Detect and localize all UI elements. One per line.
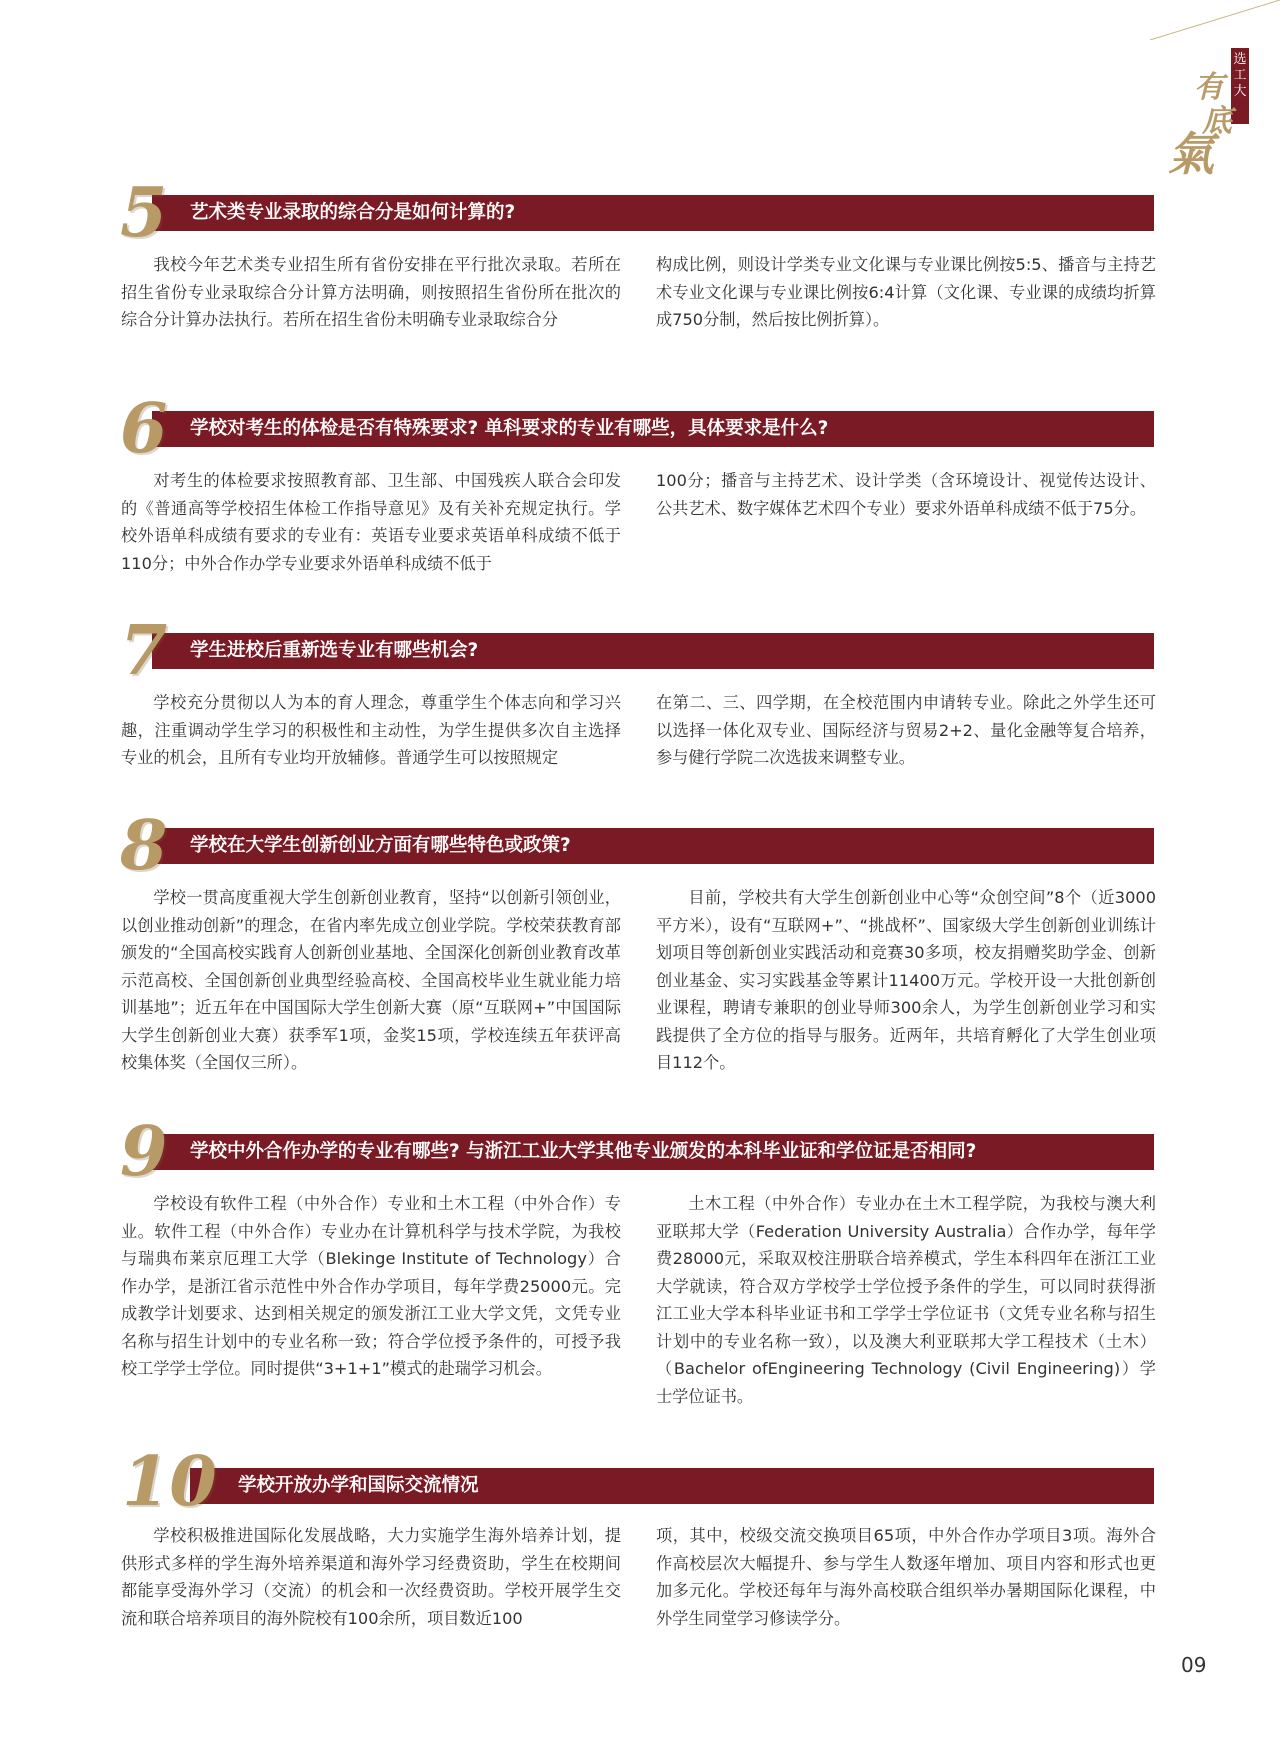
question-text: 学校开放办学和国际交流情况: [238, 1475, 479, 1496]
question-number: 6: [120, 389, 168, 469]
question-text: 学校对考生的体检是否有特殊要求? 单科要求的专业有哪些，具体要求是什么?: [190, 418, 829, 439]
question-bar: [152, 828, 1154, 864]
question-number: 7: [120, 611, 168, 691]
question-text: 学校在大学生创新创业方面有哪些特色或政策?: [190, 835, 571, 856]
question-number: 9: [120, 1112, 168, 1192]
answer-left-column: 对考生的体检要求按照教育部、卫生部、中国残疾人联合会印发的《普通高等学校招生体检工作指导意见》及有关补充规定执行。学校外语单科成绩有要求的专业有：英语专业要求英语单科成绩不低于110分；中外合作办学专业要求外语单科成绩不低于: [121, 471, 621, 573]
question-text: 学生进校后重新选专业有哪些机会?: [190, 640, 479, 661]
logo: [1160, 62, 1232, 181]
question-number: 5: [120, 173, 168, 253]
question-text: 艺术类专业录取的综合分是如何计算的?: [190, 202, 516, 223]
question-number: 8: [120, 806, 168, 886]
question-bar: [190, 1468, 1154, 1504]
answer-left-column: 学校设有软件工程（中外合作）专业和土木工程（中外合作）专业。软件工程（中外合作）专业办在计算机科学与技术学院，为我校与瑞典布莱京厄理工大学（Blekinge Institute of Technology）合作办学，是浙江省示范性中外合作办学项目，每年学费25000元。完成教学计划要求、达到相关规定的颁发浙江工业大学文凭，文凭专业名称与招生计划中的专业名称一致；符合学位授予条件的，可授予我校工学学士学位。同时提供“3+1+1”模式的赴瑞学习机会。: [121, 1194, 621, 1378]
answer-right-column: 构成比例，则设计学类专业文化课与专业课比例按5:5、播音与主持艺术专业文化课与专业课比例按6:4计算（文化课、专业课的成绩均折算成750分制，然后按比例折算）。: [656, 255, 1156, 329]
corner-decoration: [1120, 0, 1280, 40]
question-bar: [152, 633, 1154, 669]
answer-right-column: 100分；播音与主持艺术、设计学类（含环境设计、视觉传达设计、公共艺术、数字媒体艺术四个专业）要求外语单科成绩不低于75分。: [656, 471, 1156, 518]
question-bar: [152, 1134, 1154, 1170]
answer-left-column: 学校一贯高度重视大学生创新创业教育，坚持“以创新引领创业，以创业推动创新”的理念，在省内率先成立创业学院。学校荣获教育部颁发的“全国高校实践育人创新创业基地、全国深化创新创业教育改革示范高校、全国创新创业典型经验高校、全国高校毕业生就业能力培训基地”；近五年在中国国际大学生创新大赛（原“互联网+”中国国际大学生创新创业大赛）获季军1项，金奖15项，学校连续五年获评高校集体奖（全国仅三所）。: [121, 888, 621, 1072]
question-bar: [152, 195, 1154, 231]
page-number: 09: [1181, 1653, 1207, 1677]
logo-char-3: 氣: [1168, 127, 1214, 181]
answer-left-column: 我校今年艺术类专业招生所有省份安排在平行批次录取。若所在招生省份专业录取综合分计算方法明确，则按照招生省份所在批次的综合分计算办法执行。若所在招生省份未明确专业录取综合分: [121, 255, 621, 329]
question-number: 10: [122, 1442, 217, 1522]
question-bar: [152, 411, 1154, 447]
logo-char-1: 有: [1194, 70, 1224, 105]
answer-right-column: 项，其中，校级交流交换项目65项，中外合作办学项目3项。海外合作高校层次大幅提升、参与学生人数逐年增加、项目内容和形式也更加多元化。学校还每年与海外高校联合组织举办暑期国际化课程，中外学生同堂学习修读学分。: [656, 1526, 1156, 1628]
school-badge: 选工大: [1231, 48, 1249, 124]
answer-left-column: 学校充分贯彻以人为本的育人理念，尊重学生个体志向和学习兴趣，注重调动学生学习的积极性和主动性，为学生提供多次自主选择专业的机会，且所有专业均开放辅修。普通学生可以按照规定: [121, 693, 621, 767]
question-text: 学校中外合作办学的专业有哪些? 与浙江工业大学其他专业颁发的本科毕业证和学位证是否相同?: [190, 1141, 977, 1162]
logo-char-2: 底: [1202, 104, 1232, 139]
answer-right-column: 目前，学校共有大学生创新创业中心等“众创空间”8个（近3000平方米），设有“互联网+”、“挑战杯”、国家级大学生创新创业训练计划项目等创新创业实践活动和竞赛30多项，校友捐赠奖助学金、创新创业基金、实习实践基金等累计11400万元。学校开设一大批创新创业课程，聘请专兼职的创业导师300余人，为学生创新创业学习和实践提供了全方位的指导与服务。近两年，共培育孵化了大学生创业项目112个。: [656, 888, 1156, 1072]
answer-right-column: 在第二、三、四学期，在全校范围内申请转专业。除此之外学生还可以选择一体化双专业、国际经济与贸易2+2、量化金融等复合培养，参与健行学院二次选拔来调整专业。: [656, 693, 1156, 767]
answer-right-column: 土木工程（中外合作）专业办在土木工程学院，为我校与澳大利亚联邦大学（Federation University Australia）合作办学，每年学费28000元，采取双校注册联合培养模式，学生本科四年在浙江工业大学就读，符合双方学校学士学位授予条件的学生，可以同时获得浙江工业大学本科毕业证书和工学学士学位证书（文凭专业名称与招生计划中的专业名称一致），以及澳大利亚联邦大学工程技术（土木）（Bachelor ofEngineering Technology (Civil Engineering)）学士学位证书。: [656, 1194, 1156, 1406]
answer-left-column: 学校积极推进国际化发展战略，大力实施学生海外培养计划，提供形式多样的学生海外培养渠道和海外学习经费资助，学生在校期间都能享受海外学习（交流）的机会和一次经费资助。学校开展学生交流和联合培养项目的海外院校有100余所，项目数近100: [121, 1526, 621, 1628]
